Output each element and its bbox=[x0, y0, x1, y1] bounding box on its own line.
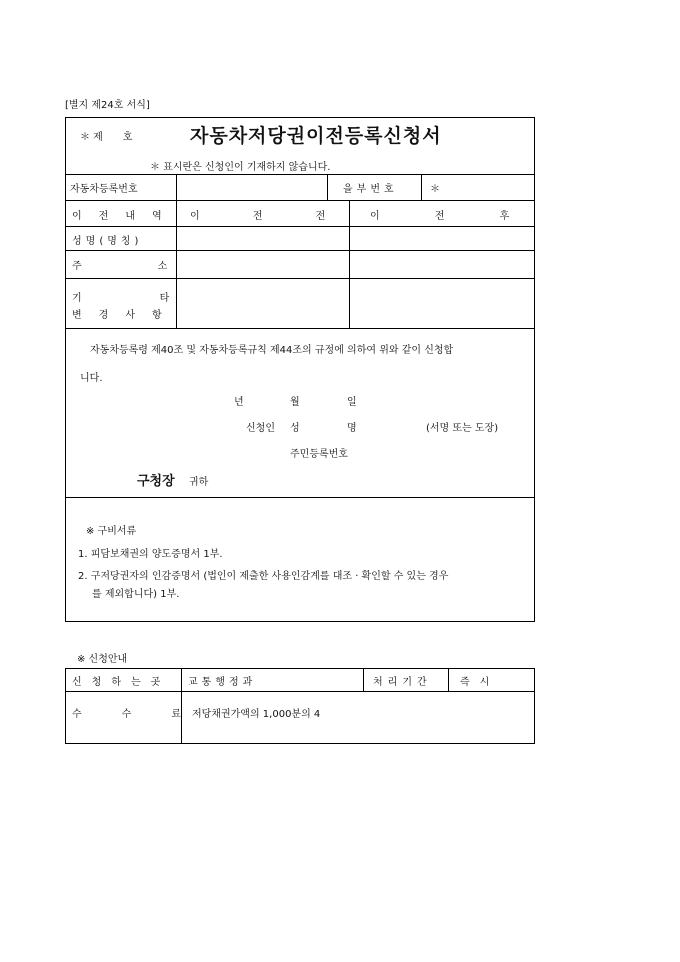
table-line bbox=[65, 174, 535, 175]
signature-note: (서명 또는 도장) bbox=[426, 423, 499, 434]
fill-instruction-note: ＊ 표시란은 신청인이 기재하지 않습니다. bbox=[150, 162, 331, 173]
table-line bbox=[421, 174, 422, 200]
transfer-details-label: 이전내역 bbox=[72, 211, 179, 222]
vehicle-reg-number-field[interactable] bbox=[178, 176, 325, 198]
after-transfer-header: 이 전 후 bbox=[370, 211, 510, 222]
statement-text-continued: 니다. bbox=[80, 373, 103, 384]
name-myeong: 명 bbox=[347, 423, 357, 434]
table-line bbox=[448, 668, 449, 691]
address-before-field[interactable] bbox=[178, 252, 347, 276]
submit-to-label: 신청하는곳 bbox=[72, 677, 171, 688]
processing-period-value: 즉 시 bbox=[460, 677, 490, 688]
name-label: 성명(명칭) bbox=[72, 236, 143, 247]
table-line bbox=[327, 174, 328, 200]
other-label: 기타 bbox=[72, 293, 248, 304]
table-line bbox=[65, 278, 535, 279]
submit-to-value: 교통행정과 bbox=[188, 677, 257, 688]
address-label: 주소 bbox=[72, 261, 244, 272]
statement-text: 자동차등록령 제40조 및 자동차등록규칙 제44조의 규정에 의하여 위와 같이 신청합 bbox=[90, 345, 454, 356]
date-day: 일 bbox=[347, 397, 357, 408]
vehicle-reg-number-label: 자동차등록번호 bbox=[70, 184, 138, 195]
eul-number-mark: ＊ bbox=[430, 184, 440, 195]
name-seong: 성 bbox=[290, 423, 300, 434]
applicant-label: 신청인 bbox=[246, 423, 275, 434]
recipient-title: 구청장 bbox=[137, 474, 175, 489]
table-line bbox=[65, 250, 535, 251]
processing-period-label: 처리기간 bbox=[373, 677, 432, 688]
changes-label: 변경사항 bbox=[72, 310, 179, 321]
name-after-field[interactable] bbox=[351, 228, 533, 248]
fee-label: 수수료 bbox=[72, 709, 221, 720]
other-changes-before-field[interactable] bbox=[178, 280, 347, 326]
name-before-field[interactable] bbox=[178, 228, 347, 248]
table-line bbox=[65, 497, 535, 498]
required-document-item-continued: 를 제외합니다) 1부. bbox=[92, 589, 180, 600]
application-guide-heading: ※ 신청안내 bbox=[77, 654, 128, 665]
form-number-label: [별지 제24호 서식] bbox=[65, 100, 150, 111]
table-line bbox=[65, 226, 535, 227]
address-after-field[interactable] bbox=[351, 252, 533, 276]
table-line bbox=[65, 691, 535, 692]
date-year: 년 bbox=[234, 397, 244, 408]
fee-value: 저당채권가액의 1,000분의 4 bbox=[192, 709, 321, 720]
required-document-item: 2. 구저당권자의 인감증명서 (법인이 제출한 사용인감계를 대조 · 확인할 수 있는 경우 bbox=[78, 571, 449, 582]
before-transfer-header: 이 전 전 bbox=[190, 211, 326, 222]
resident-number-label: 주민등록번호 bbox=[290, 449, 348, 460]
table-line bbox=[176, 174, 177, 328]
form-title: 자동차저당권이전등록신청서 bbox=[190, 125, 442, 147]
table-line bbox=[65, 200, 535, 201]
other-changes-after-field[interactable] bbox=[351, 280, 533, 326]
table-line bbox=[349, 200, 350, 328]
eul-number-label: 을부번호 bbox=[343, 184, 398, 195]
receipt-number-label: ＊ 제 호 bbox=[80, 132, 133, 143]
table-line bbox=[363, 668, 364, 691]
date-month: 월 bbox=[290, 397, 300, 408]
recipient-honorific: 귀하 bbox=[189, 477, 209, 488]
required-document-item: 1. 피담보채권의 양도증명서 1부. bbox=[78, 549, 223, 560]
required-documents-heading: ※ 구비서류 bbox=[86, 526, 137, 537]
table-line bbox=[65, 328, 535, 329]
